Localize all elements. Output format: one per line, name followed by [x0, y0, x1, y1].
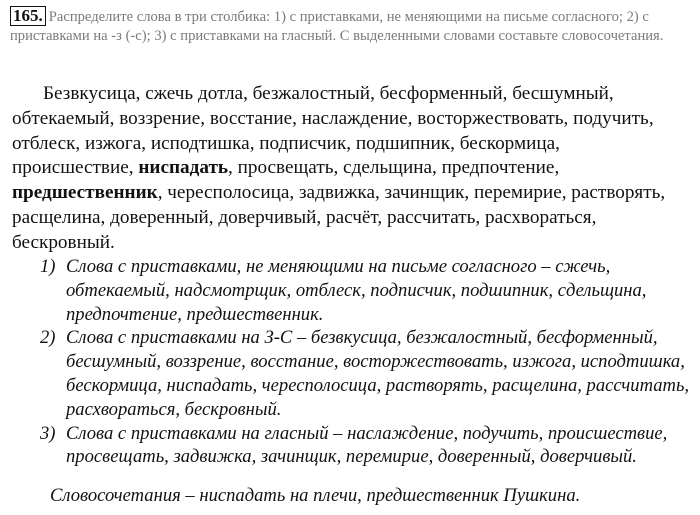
answer-item — [40, 422, 695, 470]
highlighted-word-nispadat: ниспадать — [138, 157, 229, 179]
task-header — [10, 6, 690, 46]
answer-item — [40, 255, 695, 326]
word-line-1: Безвкусица, сжечь дотла, безжалостный, бесформенный, бесшумный, — [43, 83, 614, 104]
answer-item — [40, 326, 695, 421]
answer-number: 2) — [40, 327, 56, 349]
task-instruction: Распределите слова в три столбика: 1) с приставками, не меняющими на письме согласного; 2) с приставками на -з (-с); 3) с приставками на гласный. С выделенными словами составьте словосочетания. — [10, 9, 664, 44]
word-line-3: отблеск, изжога, исподтишка, подписчик, подшипник, бескормица, — [12, 132, 560, 154]
word-line-7: бескровный. — [12, 231, 115, 253]
exercise-word-list — [12, 82, 692, 256]
answer-text: Слова с приставками на З-С – безвкусица, безжалостный, бесформенный, бесшумный, воззрение, восстание, восторжествовать, изжога, исподтишка, бескормица, ниспадать, чересполосица, растворять, расщелина, рассчитать, расхвораться, бескровный. — [66, 327, 690, 420]
word-line-4b: , просвещать, сдельщина, предпочтение, — [228, 157, 560, 179]
answers-list — [40, 255, 695, 469]
word-line-6: расщелина, доверенный, доверчивый, расчёт, рассчитать, расхвораться, — [12, 206, 597, 228]
word-line-5a: , чересполосица, задвижка, зачинщик, перемирие, растворять, — [157, 182, 666, 204]
answer-number: 3) — [40, 422, 56, 444]
answer-text: Слова с приставками на гласный – наслаждение, подучить, происшествие, просвещать, задвижка, зачинщик, перемирие, доверенный, доверчивый. — [66, 422, 668, 468]
word-line-2: обтекаемый, воззрение, восстание, наслаждение, восторжествовать, подучить, — [12, 107, 654, 129]
highlighted-word-predshestvennik: предшественник — [12, 182, 158, 204]
word-line-4a: происшествие, — [12, 157, 139, 179]
task-number: 165. — [10, 6, 46, 26]
answer-number: 1) — [40, 256, 56, 277]
answer-text: Слова с приставками, не меняющими на письме согласного – сжечь, обтекаемый, надсмотрщик, отблеск, подписчик, подшипник, сдельщина, предпочтение, предшественник. — [66, 256, 647, 325]
collocations-line: Словосочетания – ниспадать на плечи, предшественник Пушкина. — [50, 485, 581, 506]
